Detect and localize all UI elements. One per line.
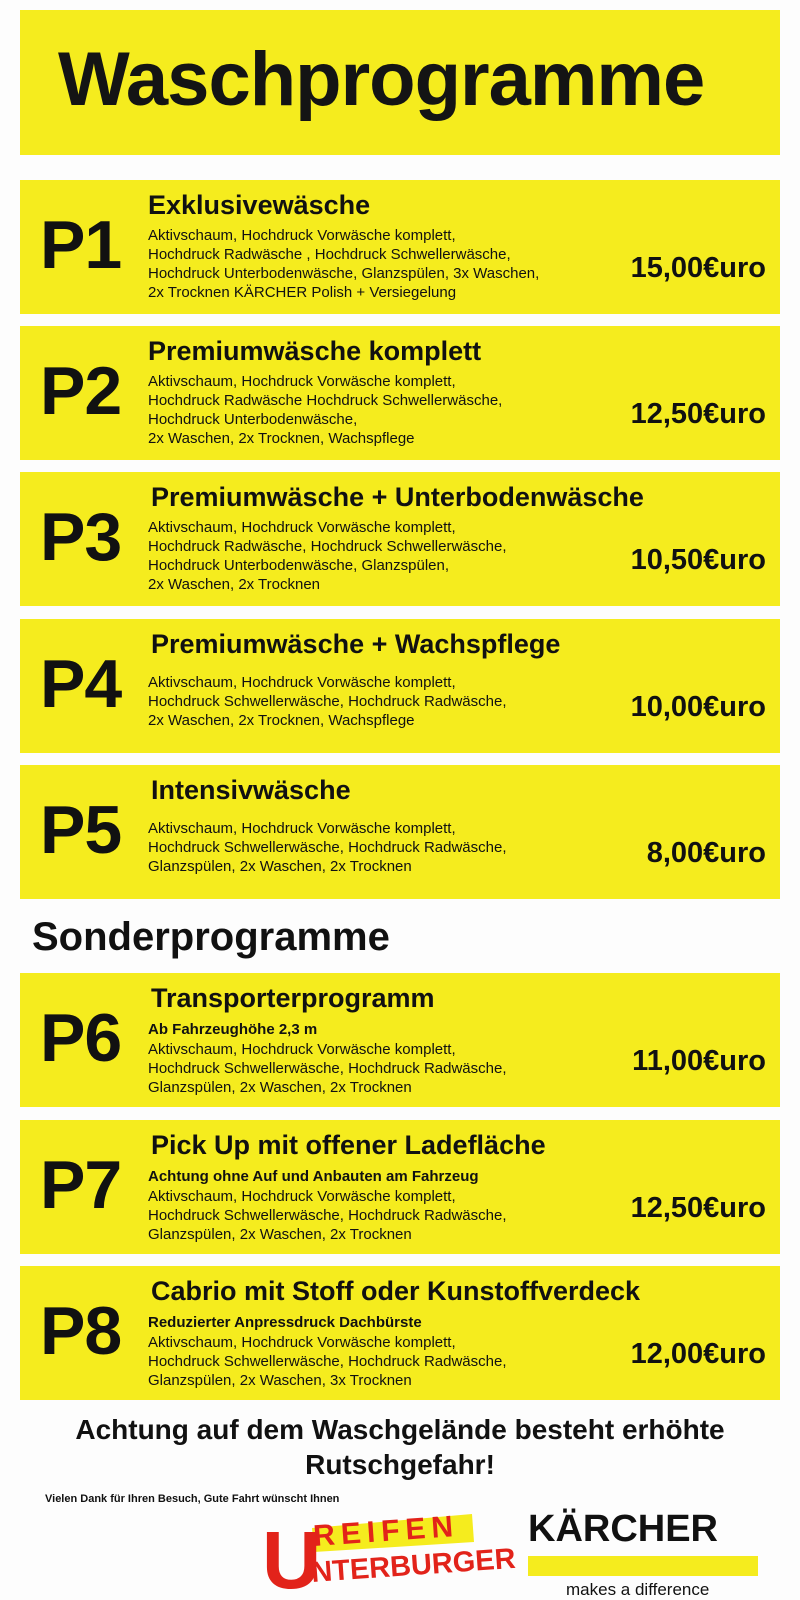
description-line: Hochdruck Schwellerwäsche, Hochdruck Radwäsche, <box>148 1353 507 1370</box>
header-banner <box>20 10 780 155</box>
description-line: Glanzspülen, 2x Waschen, 3x Trocknen <box>148 1372 412 1389</box>
description-line: Aktivschaum, Hochdruck Vorwäsche komplett, <box>148 1041 456 1058</box>
program-description <box>148 226 598 302</box>
program-note: Reduzierter Anpressdruck Dachbürste <box>148 1314 422 1331</box>
warning-line: Achtung auf dem Waschgelände besteht erhöhte <box>75 1414 725 1445</box>
karcher-slogan: makes a difference <box>566 1580 710 1599</box>
description-line: Aktivschaum, Hochdruck Vorwäsche komplett, <box>148 373 456 390</box>
program-note: Ab Fahrzeughöhe 2,3 m <box>148 1021 318 1038</box>
program-name: Exklusivewäsche <box>148 190 371 220</box>
program-code: P2 <box>40 353 122 429</box>
description-line: Hochdruck Schwellerwäsche, Hochdruck Radwäsche, <box>148 1060 507 1077</box>
program-description <box>148 673 598 730</box>
program-name: Premiumwäsche komplett <box>148 336 482 366</box>
description-line: Aktivschaum, Hochdruck Vorwäsche komplett, <box>148 674 456 691</box>
program-price: 12,50€uro <box>630 398 766 430</box>
reifen-word: REIFEN <box>312 1509 461 1553</box>
program-description <box>148 372 598 448</box>
program-code: P4 <box>40 646 122 722</box>
karcher-logo <box>528 1508 758 1599</box>
description-line: Hochdruck Radwäsche , Hochdruck Schwellerwäsche, <box>148 246 511 263</box>
program-code: P1 <box>40 207 122 283</box>
description-line: Hochdruck Schwellerwäsche, Hochdruck Radwäsche, <box>148 839 507 856</box>
program-code: P7 <box>40 1147 122 1223</box>
program-description <box>148 1333 598 1390</box>
description-line: Hochdruck Schwellerwäsche, Hochdruck Radwäsche, <box>148 693 507 710</box>
program-note: Achtung ohne Auf und Anbauten am Fahrzeug <box>148 1168 479 1185</box>
thanks-note: Vielen Dank für Ihren Besuch, Gute Fahrt wünscht Ihnen <box>45 1493 340 1505</box>
program-card-p3 <box>20 472 780 606</box>
program-card-p6 <box>20 973 780 1107</box>
program-description <box>148 1040 598 1097</box>
program-code: P8 <box>40 1293 122 1369</box>
program-card-p5 <box>20 765 780 899</box>
page-title: Waschprogramme <box>58 37 705 122</box>
description-line: Hochdruck Radwäsche, Hochdruck Schwellerwäsche, <box>148 538 507 555</box>
program-price: 8,00€uro <box>646 837 766 869</box>
karcher-brand: KÄRCHER <box>528 1508 718 1550</box>
program-name: Premiumwäsche + Unterbodenwäsche <box>151 482 644 512</box>
description-line: 2x Trocknen KÄRCHER Polish + Versiegelung <box>148 284 457 301</box>
program-card-p2 <box>20 326 780 460</box>
program-name: Transporterprogramm <box>151 983 435 1013</box>
description-line: Hochdruck Unterbodenwäsche, Glanzspülen, <box>148 557 450 574</box>
description-line: 2x Waschen, 2x Trocknen, Wachspflege <box>148 430 415 447</box>
reifen-unterburger-logo-graphic <box>262 1508 517 1600</box>
description-line: 2x Waschen, 2x Trocknen, Wachspflege <box>148 712 415 729</box>
program-name: Premiumwäsche + Wachspflege <box>151 629 561 659</box>
program-price: 10,50€uro <box>630 544 766 576</box>
program-card-p4 <box>20 619 780 753</box>
program-name: Intensivwäsche <box>151 775 351 805</box>
program-name: Pick Up mit offener Ladefläche <box>151 1130 546 1160</box>
description-line: Aktivschaum, Hochdruck Vorwäsche komplett, <box>148 1334 456 1351</box>
description-line: Hochdruck Radwäsche Hochdruck Schwellerwäsche, <box>148 392 503 409</box>
description-line: 2x Waschen, 2x Trocknen <box>148 576 321 593</box>
description-line: Aktivschaum, Hochdruck Vorwäsche komplett, <box>148 820 456 837</box>
description-line: Aktivschaum, Hochdruck Vorwäsche komplett, <box>148 519 456 536</box>
reifen-unterburger-logo <box>262 1508 517 1600</box>
description-line: Hochdruck Schwellerwäsche, Hochdruck Radwäsche, <box>148 1207 507 1224</box>
description-line: Glanzspülen, 2x Waschen, 2x Trocknen <box>148 858 412 875</box>
program-price: 10,00€uro <box>630 691 766 723</box>
description-line: Hochdruck Unterbodenwäsche, <box>148 411 358 428</box>
program-card-p8 <box>20 1266 780 1400</box>
warning-line: Rutschgefahr! <box>305 1449 495 1480</box>
program-description <box>148 1187 598 1244</box>
program-price: 15,00€uro <box>630 252 766 284</box>
program-code: P5 <box>40 792 122 868</box>
program-description <box>148 518 598 594</box>
program-description <box>148 819 598 876</box>
description-line: Glanzspülen, 2x Waschen, 2x Trocknen <box>148 1226 412 1243</box>
program-card-p1 <box>20 180 780 314</box>
program-price: 12,50€uro <box>630 1192 766 1224</box>
program-price: 12,00€uro <box>630 1338 766 1370</box>
reifen-big-letter: U <box>262 1515 322 1600</box>
program-price: 11,00€uro <box>632 1045 766 1077</box>
unterburger-word: NTERBURGER <box>310 1542 517 1589</box>
description-line: Hochdruck Unterbodenwäsche, Glanzspülen, 3x Waschen, <box>148 265 540 282</box>
description-line: Aktivschaum, Hochdruck Vorwäsche komplett, <box>148 227 456 244</box>
slip-warning <box>20 1412 780 1482</box>
karcher-yellow-bar <box>528 1556 758 1576</box>
program-name: Cabrio mit Stoff oder Kunstoffverdeck <box>151 1276 641 1306</box>
program-code: P3 <box>40 499 122 575</box>
program-card-p7 <box>20 1120 780 1254</box>
program-code: P6 <box>40 1000 122 1076</box>
description-line: Aktivschaum, Hochdruck Vorwäsche komplett, <box>148 1188 456 1205</box>
section-title: Sonderprogramme <box>32 915 390 959</box>
description-line: Glanzspülen, 2x Waschen, 2x Trocknen <box>148 1079 412 1096</box>
